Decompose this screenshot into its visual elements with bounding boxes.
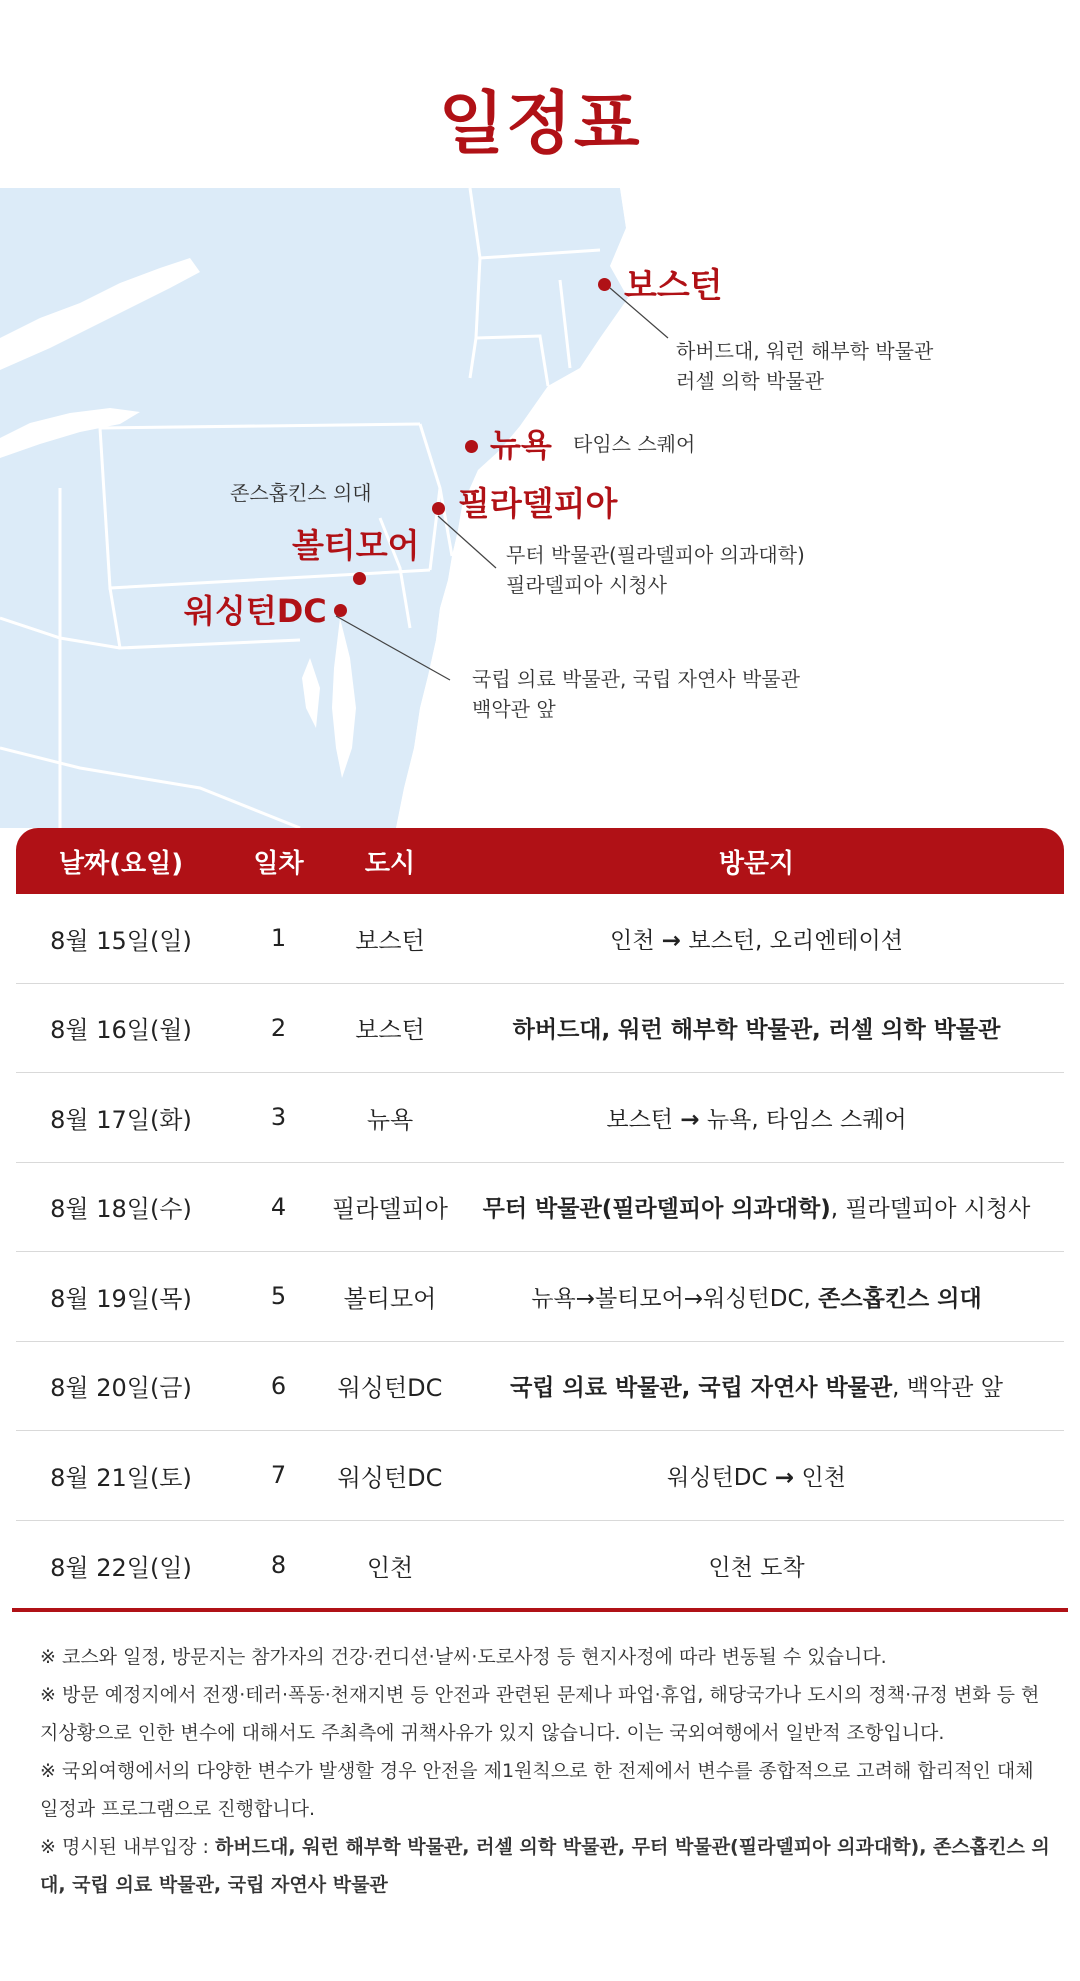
- table-row: [16, 1431, 1064, 1521]
- cell-visit: [449, 922, 1064, 955]
- note-segment: ※ 코스와 일정, 방문지는 참가자의 건강·컨디션·날씨·도로사정 등 현지사정에 따라 변동될 수 있습니다.: [40, 1646, 887, 1668]
- visit-segment: 뉴욕→볼티모어→워싱턴DC,: [531, 1285, 819, 1312]
- cell-day: 2: [270, 1013, 287, 1042]
- city-label-boston: 보스턴: [624, 266, 723, 306]
- cell-day: 6: [270, 1371, 287, 1400]
- header-date: 날짜(요일): [58, 848, 184, 879]
- visit-segment: , 백악관 앞: [892, 1375, 1003, 1402]
- cell-city: 보스턴: [355, 1016, 425, 1045]
- table-body: [16, 894, 1064, 1610]
- city-label-newyork: 뉴욕: [490, 426, 552, 464]
- city-label-baltimore: 볼티모어: [292, 526, 420, 565]
- notes-section: [40, 1638, 1050, 1904]
- visit-segment: 인천: [610, 927, 662, 954]
- cell-day: 3: [270, 1103, 287, 1132]
- cell-city: 워싱턴DC: [337, 1463, 443, 1492]
- note-item: [40, 1828, 1050, 1904]
- visit-segment: 인천 도착: [708, 1554, 805, 1581]
- cell-day: 8: [270, 1551, 287, 1580]
- table-row: [16, 1342, 1064, 1432]
- place-label-boston: 하버드대, 워런 해부학 박물관 러셀 의학 박물관: [676, 339, 934, 393]
- baltimore-marker: [353, 572, 366, 585]
- visit-segment: 국립 의료 박물관, 국립 자연사 박물관: [510, 1375, 893, 1402]
- cell-visit: [449, 1459, 1064, 1492]
- cell-visit: [449, 1369, 1064, 1402]
- visit-segment: →: [661, 927, 682, 954]
- cell-date: 8월 19일(목): [50, 1284, 192, 1313]
- header-visit: 방문지: [718, 848, 795, 879]
- cell-date: 8월 18일(수): [50, 1195, 192, 1224]
- table-row: [16, 984, 1064, 1074]
- washingtondc-marker: [334, 604, 347, 617]
- cell-city: 필라델피아: [332, 1195, 448, 1224]
- visit-segment: 존스홉킨스 의대: [818, 1285, 982, 1312]
- table-row: [16, 1163, 1064, 1253]
- visit-segment: 하버드대, 워런 해부학 박물관, 러셀 의학 박물관: [512, 1017, 1001, 1044]
- note-item: [40, 1752, 1050, 1828]
- cell-date: 8월 17일(화): [50, 1105, 192, 1134]
- visit-segment: , 필라델피아 시청사: [830, 1196, 1031, 1223]
- cell-city: 워싱턴DC: [337, 1374, 443, 1403]
- cell-visit: [449, 1101, 1064, 1134]
- cell-date: 8월 21일(토): [50, 1463, 192, 1492]
- note-segment: ※ 국외여행에서의 다양한 변수가 발생할 경우 안전을 제1원칙으로 한 전제에서 변수를 종합적으로 고려해 합리적인 대체 일정과 프로그램으로 진행합니다.: [40, 1760, 1034, 1820]
- table-bottom-rule: [12, 1608, 1068, 1612]
- cell-date: 8월 16일(월): [50, 1016, 192, 1045]
- cell-visit: [449, 1280, 1064, 1313]
- table-row: [16, 1521, 1064, 1611]
- note-segment: ※ 명시된 내부입장 :: [40, 1836, 215, 1858]
- note-item: [40, 1638, 1050, 1676]
- header-day: 일차: [253, 848, 304, 879]
- cell-city: 볼티모어: [343, 1284, 437, 1313]
- cell-date: 8월 22일(일): [50, 1553, 192, 1582]
- header-city: 도시: [364, 848, 416, 879]
- visit-segment: 인천: [794, 1464, 846, 1491]
- table-header: [16, 828, 1064, 894]
- city-label-philadelphia: 필라델피아: [458, 484, 618, 523]
- visit-segment: 워싱턴DC: [667, 1464, 775, 1491]
- cell-visit: [449, 1011, 1064, 1044]
- schedule-table: [16, 828, 1064, 1610]
- page-title: 일정표: [438, 85, 642, 164]
- note-segment: ※ 방문 예정지에서 전쟁·테러·폭동·천재지변 등 안전과 관련된 문제나 파업·휴업, 해당국가나 도시의 정책·규정 변화 등 현지상황으로 인한 변수에 대해서도 주최측에 귀책사유가 있지 않습니다. 이는 국외여행에서 일반적 조항입니다.: [40, 1684, 1040, 1744]
- newyork-marker: [465, 440, 478, 453]
- cell-day: 4: [270, 1192, 287, 1221]
- place-label-philadelphia: 무터 박물관(필라델피아 의과대학) 필라델피아 시청사: [506, 543, 805, 597]
- cell-city: 보스턴: [355, 926, 425, 955]
- note-item: [40, 1676, 1050, 1752]
- place-label-washingtondc: 국립 의료 박물관, 국립 자연사 박물관 백악관 앞: [472, 667, 800, 721]
- cell-day: 7: [270, 1461, 287, 1490]
- table-row: [16, 1252, 1064, 1342]
- cell-date: 8월 15일(일): [50, 926, 192, 955]
- table-row: [16, 894, 1064, 984]
- place-label-baltimore: 존스홉킨스 의대: [230, 481, 372, 505]
- visit-segment: →: [774, 1464, 795, 1491]
- cell-visit: [449, 1549, 1064, 1582]
- route-map: [0, 188, 1080, 828]
- cell-date: 8월 20일(금): [50, 1374, 192, 1403]
- place-label-newyork: 타임스 스퀘어: [573, 432, 696, 456]
- city-label-washingtondc: 워싱턴DC: [184, 592, 327, 630]
- visit-segment: 보스턴: [606, 1106, 681, 1133]
- cell-day: 1: [270, 924, 287, 953]
- cell-day: 5: [270, 1282, 287, 1311]
- visit-segment: 보스턴, 오리엔테이션: [681, 927, 903, 954]
- visit-segment: →: [680, 1106, 700, 1133]
- boston-marker: [598, 278, 611, 291]
- philadelphia-marker: [432, 502, 445, 515]
- visit-segment: 무터 박물관(필라델피아 의과대학): [482, 1196, 831, 1223]
- note-segment: 하버드대, 워런 해부학 박물관, 러셀 의학 박물관, 무터 박물관(필라델피아 의과대학), 존스홉킨스 의대, 국립 의료 박물관, 국립 자연사 박물관: [40, 1836, 1050, 1896]
- cell-city: 인천: [366, 1553, 414, 1582]
- visit-segment: 뉴욕, 타임스 스퀘어: [699, 1106, 907, 1133]
- table-row: [16, 1073, 1064, 1163]
- cell-visit: [449, 1190, 1064, 1223]
- cell-city: 뉴욕: [366, 1105, 414, 1134]
